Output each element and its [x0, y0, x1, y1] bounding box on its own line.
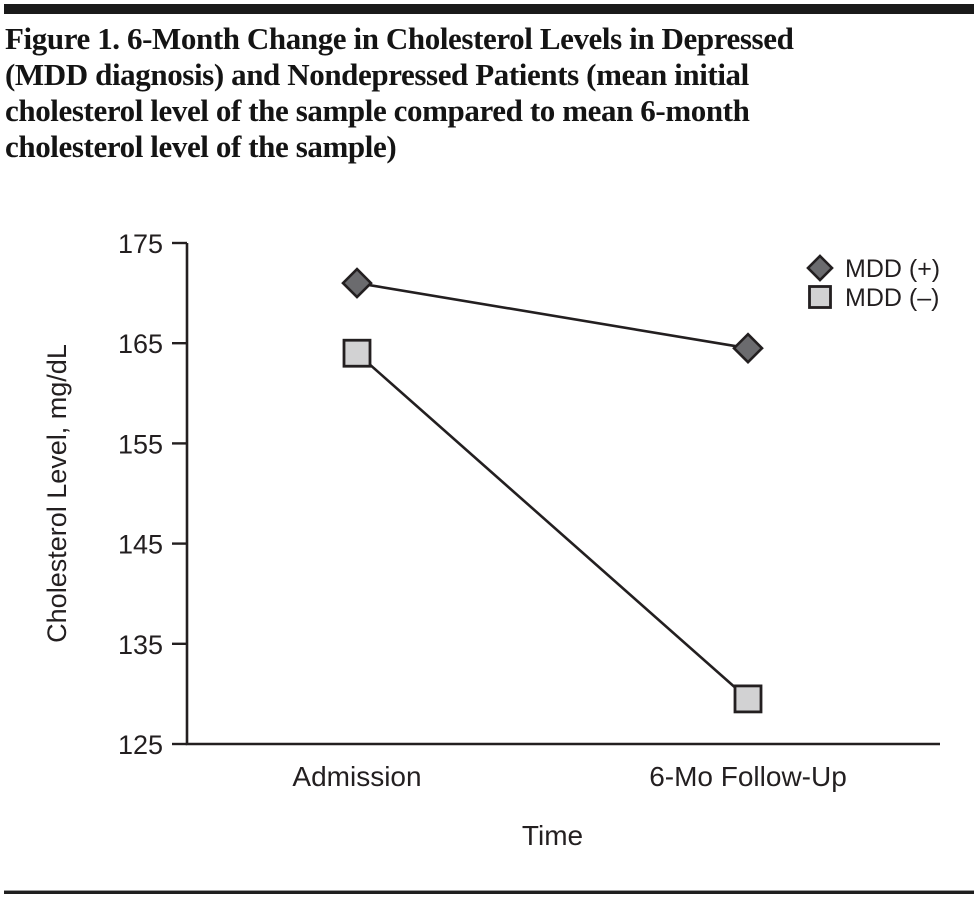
y-axis-title: Cholesterol Level, mg/dL — [42, 344, 72, 643]
y-tick-label: 135 — [117, 629, 163, 660]
bottom-rule-bar — [4, 890, 974, 894]
figure-caption-line: (MDD diagnosis) and Nondepressed Patients (mean initial — [5, 57, 749, 92]
data-point-marker-square — [344, 340, 370, 366]
figure-caption-line: Figure 1. 6-Month Change in Cholesterol Levels in Depressed — [5, 21, 794, 56]
x-axis-title: Time — [521, 820, 584, 851]
series-line-square — [357, 353, 748, 699]
legend-label: MDD (–) — [845, 284, 940, 312]
figure-caption-line: cholesterol level of the sample) — [5, 129, 397, 164]
data-point-marker-diamond — [734, 334, 762, 362]
y-tick-label: 175 — [117, 229, 163, 259]
legend-marker-diamond — [808, 256, 832, 280]
legend-marker-square — [810, 287, 831, 308]
x-category-label: 6-Mo Follow-Up — [649, 761, 847, 792]
legend-label: MDD (+) — [845, 255, 941, 283]
data-point-marker-diamond — [343, 269, 371, 297]
data-point-marker-square — [735, 686, 761, 712]
y-tick-label: 165 — [117, 329, 163, 360]
y-tick-label: 145 — [117, 529, 163, 560]
figure-caption-line: cholesterol level of the sample compared to mean 6-month — [5, 93, 750, 128]
y-tick-label: 125 — [117, 730, 163, 760]
series-line-diamond — [357, 283, 748, 348]
x-category-label: Admission — [292, 761, 422, 792]
y-tick-label: 155 — [117, 429, 163, 460]
